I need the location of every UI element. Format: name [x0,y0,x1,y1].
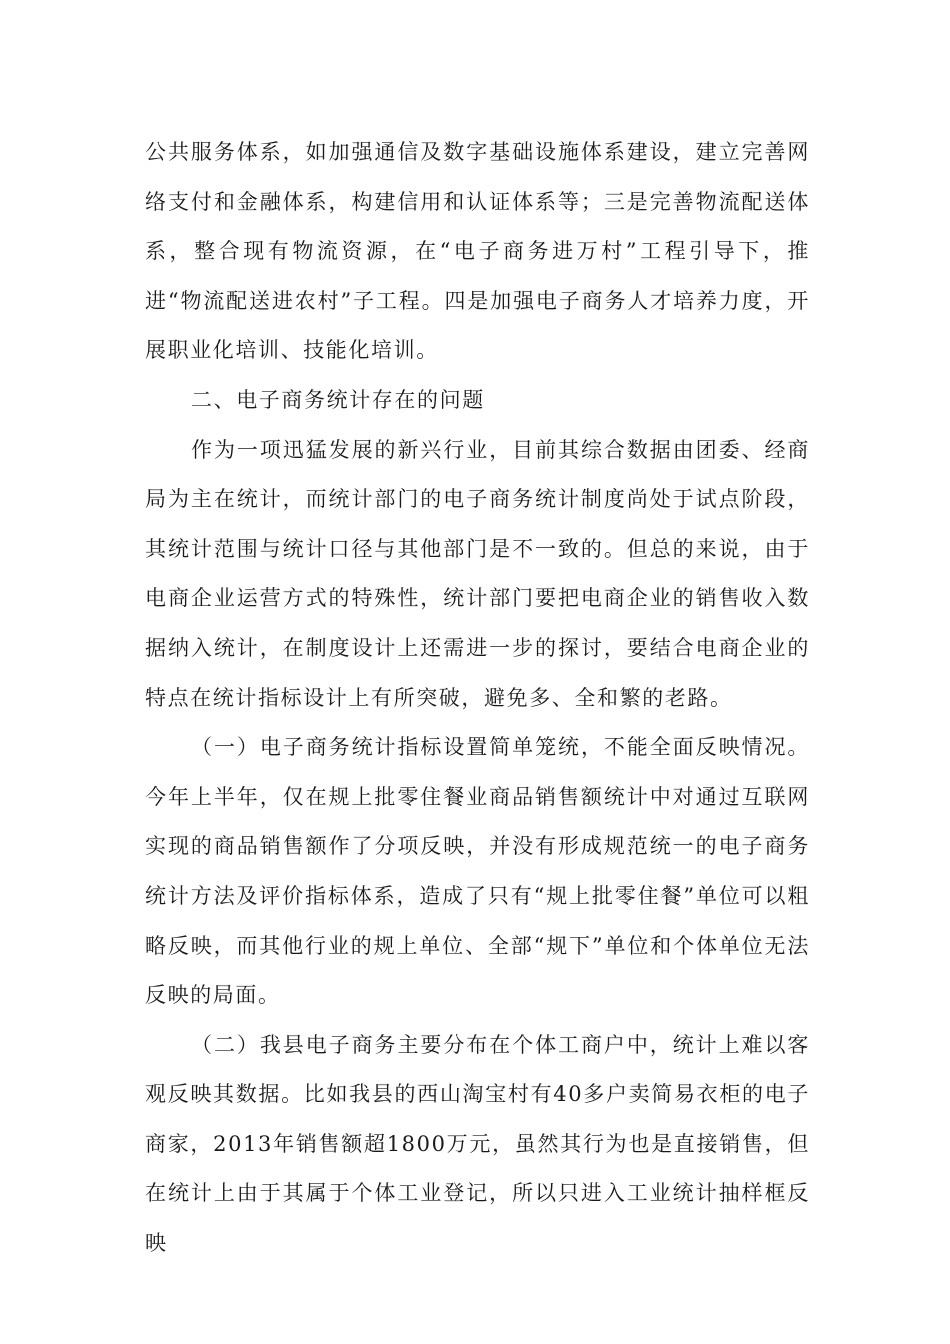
paragraph-continuation: 公共服务体系，如加强通信及数字基础设施体系建设，建立完善网络支付和金融体系，构建信用和认证体系等；三是完善物流配送体系，整合现有物流资源，在“电子商务进万村”工程引导下，推进“物流配送进农村”子工程。四是加强电子商务人才培养力度，开展职业化培训、技能化培训。 [145,140,810,363]
paragraph-body: 作为一项迅猛发展的新兴行业，目前其综合数据由团委、经商局为主在统计，而统计部门的电子商务统计制度尚处于试点阶段，其统计范围与统计口径与其他部门是不一致的。但总的来说，由于电商企业运营方式的特殊性，统计部门要把电商企业的销售收入数据纳入统计，在制度设计上还需进一步的探讨，要结合电商企业的特点在统计指标设计上有所突破，避免多、全和繁的老路。 [145,437,810,710]
document-body [145,128,810,1269]
paragraph-subsection-1: （一）电子商务统计指标设置简单笼统，不能全面反映情况。今年上半年，仅在规上批零住餐业商品销售额统计中对通过互联网实现的商品销售额作了分项反映，并没有形成规范统一的电子商务统计方法及评价指标体系，造成了只有“规上批零住餐”单位可以粗略反映，而其他行业的规上单位、全部“规下”单位和个体单位无法反映的局面。 [145,735,810,1008]
section-heading: 二、电子商务统计存在的问题 [191,387,485,412]
paragraph-subsection-2: （二）我县电子商务主要分布在个体工商户中，统计上难以客观反映其数据。比如我县的西山淘宝村有40多户卖简易衣柜的电子商家，2013年销售额超1800万元，虽然其行为也是直接销售，但在统计上由于其属于个体工业登记，所以只进入工业统计抽样框反映 [145,1032,810,1256]
